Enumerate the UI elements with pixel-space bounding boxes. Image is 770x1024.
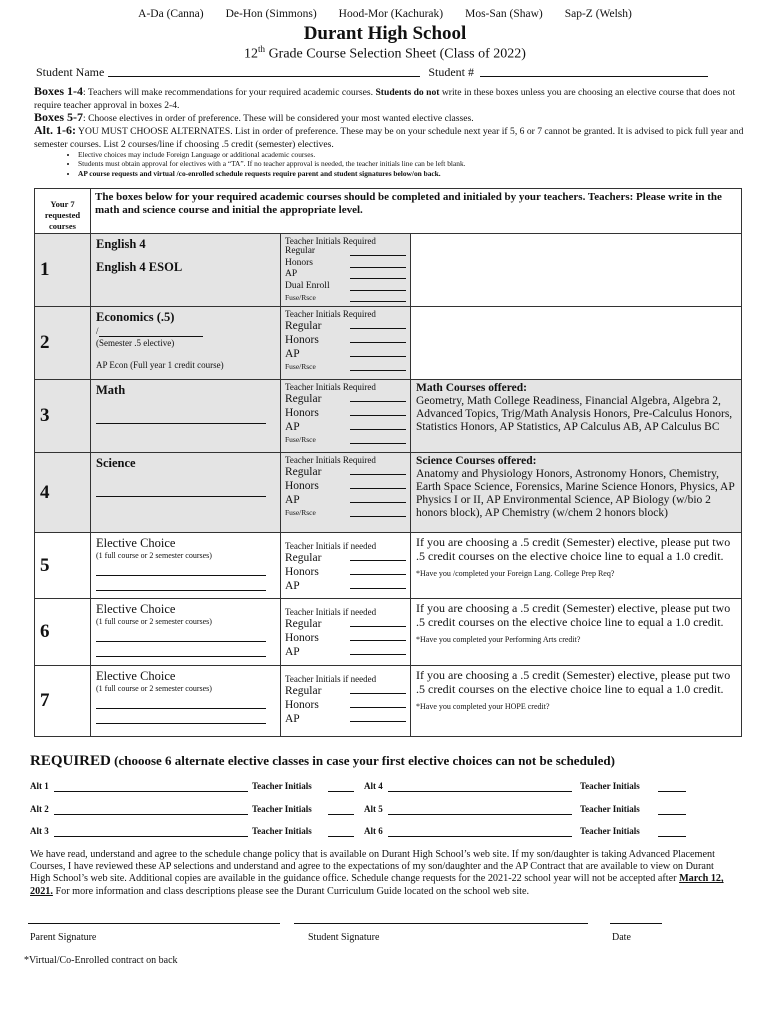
course-cell-2[interactable] <box>91 307 281 380</box>
level-dual-enroll: Dual Enroll <box>285 281 406 293</box>
subtitle-text: Grade Course Selection Sheet (Class of 2022) <box>265 46 526 62</box>
level-ap: AP <box>285 712 406 726</box>
alt-6-label: Alt 6 <box>364 826 383 836</box>
initial-line[interactable] <box>350 333 406 343</box>
course-math: Math <box>96 383 126 397</box>
teacher-initials-cell-7[interactable] <box>281 666 411 737</box>
course-cell-1[interactable] <box>91 234 281 307</box>
math-offered-list: Geometry, Math College Readiness, Financial Algebra, Algebra 2, Advanced Topics, Trig/Math Analysis Honors, Pre-Calculus Honors, Statistics Honors, AP Statistics, AP Calculus AB, AP Calculus BC <box>416 395 733 433</box>
initial-line[interactable] <box>350 269 406 279</box>
counselor-list <box>0 8 770 20</box>
teacher-initials-label: Teacher Initials <box>252 826 312 836</box>
level-ap: AP <box>285 269 406 281</box>
course-english-4-esol: English 4 ESOL <box>96 260 183 274</box>
student-info-line <box>36 65 736 80</box>
alt-1-initials[interactable] <box>328 781 354 792</box>
course-science: Science <box>96 456 136 470</box>
initials-required-label: Teacher Initials Required <box>285 309 376 319</box>
initial-line[interactable] <box>350 292 406 302</box>
initials-if-needed-label: Teacher Initials if needed <box>285 607 377 617</box>
alt-1-label: Alt 1 <box>30 781 49 791</box>
science-offered-title: Science Courses offered: <box>416 455 537 467</box>
alt-text: YOU MUST CHOOSE ALTERNATES. List in order of preference. These may be on your schedule next year if 5, 6 or 7 cannot be granted. It is advised to pick full year and semester courses. List 2 courses/line if choosing .5 credit (semester) electives. <box>34 126 744 150</box>
agreement-text: We have read, understand and agree to the schedule change policy that is available on Durant High School’s web site. If my son/daughter is taking Advanced Placement Courses, I have reviewed these AP selections and understand and agree to the expectations of my son/daughter and the AP Contract that are available to view on Durant High School’s web site. Additional copies are available in the guidance office. Schedule change requests for the 2021-22 school year will not be accepted after <box>30 849 715 885</box>
initial-line[interactable] <box>350 281 406 291</box>
initial-line[interactable] <box>350 406 406 416</box>
initials-if-needed-label: Teacher Initials if needed <box>285 541 377 551</box>
initial-line[interactable] <box>350 698 406 708</box>
course-english-4: English 4 <box>96 237 146 251</box>
alt-4-field[interactable] <box>388 781 572 792</box>
initial-line[interactable] <box>350 579 406 589</box>
instructions-alternates <box>34 124 746 151</box>
teacher-initials-label: Teacher Initials <box>252 781 312 791</box>
teacher-initials-label: Teacher Initials <box>580 826 640 836</box>
row-number-4: 4 <box>35 453 91 533</box>
student-name-label: Student Name <box>36 65 105 79</box>
alt-4-initials[interactable] <box>658 781 686 792</box>
elective-info-7 <box>411 666 742 737</box>
row-number-2: 2 <box>35 307 91 380</box>
elective-info-5 <box>411 533 742 599</box>
alt-6-field[interactable] <box>388 826 572 837</box>
initial-line[interactable] <box>350 465 406 475</box>
initial-line[interactable] <box>350 347 406 357</box>
agreement-paragraph <box>30 849 730 898</box>
elective-line-2[interactable] <box>96 579 266 591</box>
initial-line[interactable] <box>350 479 406 489</box>
counselor-4: Mos-San (Shaw) <box>465 8 543 20</box>
elective-note: (1 full course or 2 semester courses) <box>96 617 212 626</box>
initial-line[interactable] <box>350 645 406 655</box>
student-number-field[interactable] <box>480 65 708 77</box>
alt-3-initials[interactable] <box>328 826 354 837</box>
teacher-initials-cell-1[interactable] <box>281 234 411 307</box>
student-signature-line[interactable] <box>294 922 588 924</box>
initial-line[interactable] <box>350 631 406 641</box>
math-course-blank[interactable] <box>96 412 266 424</box>
footnote: *Virtual/Co-Enrolled contract on back <box>24 955 178 966</box>
boxes-5-7-label: Boxes 5-7 <box>34 110 83 124</box>
required-alternates-heading <box>30 753 750 770</box>
alt-5-field[interactable] <box>388 804 572 815</box>
elective-title: Elective Choice <box>96 536 176 550</box>
initial-line[interactable] <box>350 420 406 430</box>
level-honors: Honors <box>285 333 406 347</box>
elective-note: (1 full course or 2 semester courses) <box>96 684 212 693</box>
level-ap: AP <box>285 493 406 507</box>
elective-cell-6[interactable] <box>91 599 281 666</box>
science-course-blank[interactable] <box>96 485 266 497</box>
elective-note: (1 full course or 2 semester courses) <box>96 551 212 560</box>
alt-5-initials[interactable] <box>658 804 686 815</box>
initial-line[interactable] <box>350 617 406 627</box>
boxes-5-7-text: : Choose electives in order of preference. These will be considered your most wanted elective classes. <box>83 113 474 124</box>
initial-line[interactable] <box>350 507 406 517</box>
elective-info-text: If you are choosing a .5 credit (Semester) elective, please put two .5 credit courses on the elective choice line to equal a 1.0 credit. <box>416 535 731 563</box>
economics-note-semester: (Semester .5 elective) <box>96 338 175 348</box>
initial-line[interactable] <box>350 246 406 256</box>
level-regular: Regular <box>285 684 406 698</box>
level-regular: Regular <box>285 319 406 333</box>
elective-line-1[interactable] <box>96 564 266 576</box>
bullet-item: • AP course requests and virtual /co-enrolled schedule requests require parent and student signatures below/on back. <box>78 169 758 178</box>
level-ap: AP <box>285 347 406 361</box>
empty-cell-1 <box>411 234 742 307</box>
elective-line-1[interactable] <box>96 630 266 642</box>
elective-cell-7[interactable] <box>91 666 281 737</box>
initials-required-label: Teacher Initials Required <box>285 382 376 392</box>
counselor-5: Sap-Z (Welsh) <box>564 8 632 20</box>
alt-2-field[interactable] <box>54 804 248 815</box>
performing-arts-question: *Have you completed your Performing Arts credit? <box>416 635 581 644</box>
course-economics: Economics (.5) <box>96 310 175 324</box>
economics-blank-line: / <box>96 325 275 337</box>
level-fuse: Fuse/Rsce <box>285 434 406 446</box>
initial-line[interactable] <box>350 551 406 561</box>
level-honors: Honors <box>285 565 406 579</box>
math-offered-title: Math Courses offered: <box>416 382 527 394</box>
elective-title: Elective Choice <box>96 669 176 683</box>
level-ap: AP <box>285 579 406 593</box>
alt-6-initials[interactable] <box>658 826 686 837</box>
agreement-text-end: For more information and class descriptions please see the Durant Curriculum Guide located on the school web site. <box>52 885 530 897</box>
elective-line-1[interactable] <box>96 697 266 709</box>
form-subtitle <box>0 44 770 63</box>
student-name-field[interactable] <box>108 65 420 77</box>
date-label: Date <box>612 932 631 943</box>
initial-line[interactable] <box>350 392 406 402</box>
initial-line[interactable] <box>350 493 406 503</box>
initial-line[interactable] <box>350 319 406 329</box>
level-honors: Honors <box>285 406 406 420</box>
level-regular: Regular <box>285 551 406 565</box>
your-7-header: Your 7 requested courses <box>35 189 91 234</box>
alt-label: Alt. 1-6: <box>34 123 76 137</box>
science-offered-list: Anatomy and Physiology Honors, Astronomy Honors, Chemistry, Earth Space Science, Forensics, Marine Science Honors, Physics, AP Physics I or II, AP Environmental Science, AP Biology (w/bio 2 honors block), AP Chemistry (w/chem 2 honors block) <box>416 468 735 519</box>
alt-1-field[interactable] <box>54 781 248 792</box>
teacher-initials-cell-2[interactable] <box>281 307 411 380</box>
teacher-initials-cell-4[interactable] <box>281 453 411 533</box>
foreign-lang-question: *Have you /completed your Foreign Lang. College Prep Req? <box>416 569 615 578</box>
date-line[interactable] <box>610 922 662 924</box>
bullet-item: • Elective choices may include Foreign Language or additional academic courses. <box>78 150 758 159</box>
teacher-initials-label: Teacher Initials <box>580 804 640 814</box>
elective-cell-5[interactable] <box>91 533 281 599</box>
level-fuse: Fuse/Rsce <box>285 361 406 373</box>
counselor-2: De-Hon (Simmons) <box>225 8 317 20</box>
level-fuse: Fuse/Rsce <box>285 292 406 304</box>
instructions-boxes-1-4 <box>34 85 746 112</box>
parent-signature-line[interactable] <box>28 922 280 924</box>
level-regular: Regular <box>285 465 406 479</box>
deadline-date: March 12, 2021. <box>30 873 724 897</box>
initial-line[interactable] <box>350 258 406 268</box>
level-regular: Regular <box>285 392 406 406</box>
level-regular: Regular <box>285 617 406 631</box>
level-fuse: Fuse/Rsce <box>285 507 406 519</box>
initial-line[interactable] <box>350 565 406 575</box>
elective-info-text: If you are choosing a .5 credit (Semester) elective, please put two .5 credit courses on the elective choice line to equal a 1.0 credit. <box>416 601 731 629</box>
teacher-initials-cell-3[interactable] <box>281 380 411 453</box>
student-number-label: Student # <box>428 65 474 79</box>
student-signature-label: Student Signature <box>308 932 380 943</box>
math-courses-offered <box>411 380 742 453</box>
course-cell-3[interactable] <box>91 380 281 453</box>
alt-row-2 <box>30 804 745 816</box>
course-selection-grid <box>34 188 742 737</box>
elective-title: Elective Choice <box>96 602 176 616</box>
elective-info-text: If you are choosing a .5 credit (Semester) elective, please put two .5 credit courses on the elective choice line to equal a 1.0 credit. <box>416 668 731 696</box>
initial-line[interactable] <box>350 434 406 444</box>
elective-line-2[interactable] <box>96 645 266 657</box>
initials-required-label: Teacher Initials Required <box>285 455 376 465</box>
row-number-7: 7 <box>35 666 91 737</box>
bullet-list <box>60 150 758 178</box>
initial-line[interactable] <box>350 684 406 694</box>
row-number-5: 5 <box>35 533 91 599</box>
alt-4-label: Alt 4 <box>364 781 383 791</box>
boxes-1-4-rest: write in these boxes unless you are choosing an elective course that does not require teacher approval in boxes 2-4. <box>34 87 736 111</box>
initials-if-needed-label: Teacher Initials if needed <box>285 674 377 684</box>
initial-line[interactable] <box>350 712 406 722</box>
grade-suffix: th <box>258 44 266 54</box>
level-honors: Honors <box>285 698 406 712</box>
alt-5-label: Alt 5 <box>364 804 383 814</box>
bullet-item: • Students must obtain approval for electives with a “TA”. If no teacher approval is needed, the teacher initials line can be left blank. <box>78 159 758 168</box>
initial-line[interactable] <box>350 361 406 371</box>
elective-line-2[interactable] <box>96 712 266 724</box>
alt-2-initials[interactable] <box>328 804 354 815</box>
required-label: REQUIRED <box>30 753 111 769</box>
level-honors: Honors <box>285 258 406 270</box>
teacher-initials-cell-5[interactable] <box>281 533 411 599</box>
counselor-1: A-Da (Canna) <box>138 8 204 20</box>
grade-number: 12 <box>244 46 259 62</box>
school-title: Durant High School <box>303 23 467 44</box>
counselor-3: Hood-Mor (Kachurak) <box>338 8 444 20</box>
parent-signature-label: Parent Signature <box>30 932 97 943</box>
alt-3-label: Alt 3 <box>30 826 49 836</box>
course-cell-4[interactable] <box>91 453 281 533</box>
row-number-3: 3 <box>35 380 91 453</box>
science-courses-offered <box>411 453 742 533</box>
alt-row-1 <box>30 781 745 793</box>
row-number-6: 6 <box>35 599 91 666</box>
level-honors: Honors <box>285 631 406 645</box>
boxes-1-4-label: Boxes 1-4 <box>34 84 83 98</box>
empty-cell-2 <box>411 307 742 380</box>
initials-required-label: Teacher Initials Required <box>285 236 376 246</box>
teacher-initials-label: Teacher Initials <box>580 781 640 791</box>
ap-econ-note: AP Econ (Full year 1 credit course) <box>96 360 224 370</box>
level-honors: Honors <box>285 479 406 493</box>
alt-2-label: Alt 2 <box>30 804 49 814</box>
teacher-initials-label: Teacher Initials <box>252 804 312 814</box>
grid-header-text: The boxes below for your required academic courses should be completed and initialed by your teachers. Teachers: Please write in the math and science course and initial the appropriate level. <box>91 189 742 234</box>
alt-3-field[interactable] <box>54 826 248 837</box>
row-number-1: 1 <box>35 234 91 307</box>
boxes-1-4-text: : Teachers will make recommendations for your required academic courses. <box>83 87 374 98</box>
level-regular: Regular <box>285 246 406 258</box>
boxes-1-4-bold: Students do not <box>375 87 440 98</box>
level-ap: AP <box>285 645 406 659</box>
required-text: (chooose 6 alternate elective classes in case your first elective choices can not be scheduled) <box>110 753 615 768</box>
elective-info-6 <box>411 599 742 666</box>
hope-credit-question: *Have you completed your HOPE credit? <box>416 702 550 711</box>
alt-row-3 <box>30 826 745 838</box>
level-ap: AP <box>285 420 406 434</box>
teacher-initials-cell-6[interactable] <box>281 599 411 666</box>
